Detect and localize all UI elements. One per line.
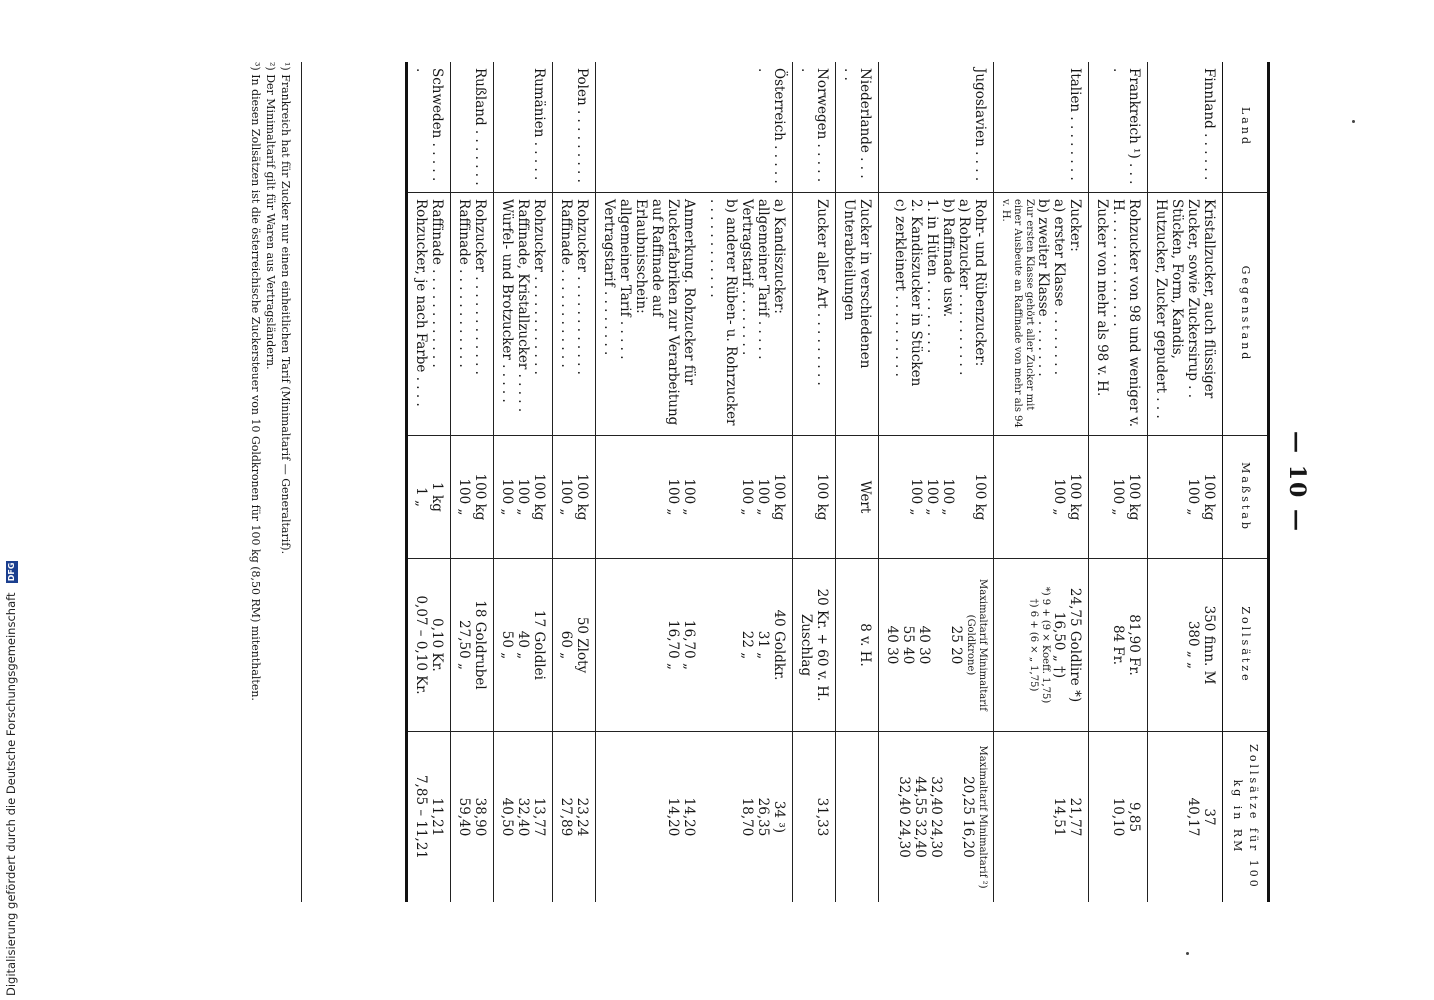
cell-massstab-text: 100 kg 100 „	[1051, 473, 1083, 521]
cell-land	[494, 62, 553, 193]
table-row	[553, 62, 596, 902]
cell-land	[407, 62, 451, 193]
cell-zollsatz-rm	[702, 732, 793, 903]
cell-zollsatz-text: 8 v. H.	[857, 623, 873, 667]
cell-gegenstand	[407, 193, 451, 436]
cell-massstab-text: 100 kg	[814, 473, 830, 521]
cell-gegenstand	[836, 193, 879, 436]
cell-zollsatz	[407, 559, 451, 732]
cell-land-text: Jugoslavien . . . .	[972, 68, 988, 182]
cell-massstab-text: 100 kg 100 „ 100 „	[739, 473, 787, 521]
cell-zollsatz-rm	[836, 732, 879, 903]
cell-gegenstand	[596, 193, 703, 436]
footnote: ¹) Frankreich hat für Zucker nur einen einheitlichen Tarif (Minimaltarif — Generaltarif).	[279, 62, 292, 555]
table-row	[702, 62, 793, 902]
cell-massstab	[596, 436, 703, 559]
cell-zollsatz-text: 17 Goldlei 40 „ 50 „	[499, 610, 547, 680]
cell-land	[836, 62, 879, 193]
cell-gegenstand-text: Rohzucker . . . . . . . . . . . . Raffinade . . . . . . . . . . . .	[456, 199, 488, 375]
table-row	[879, 62, 994, 902]
cell-massstab	[1089, 436, 1148, 559]
cell-zollsatz	[451, 559, 494, 732]
cell-zollsatz-rm-text: 14,20 14,20	[665, 797, 697, 837]
table-row	[451, 62, 494, 902]
table-row	[1148, 62, 1223, 902]
cell-land-text: Finnland . . . . . .	[1201, 68, 1217, 181]
cell-land-text: Polen . . . . . . . . .	[574, 68, 590, 183]
cell-zollsatz-rm	[879, 732, 994, 903]
cell-zollsatz-rm-text: 31,33	[814, 797, 830, 837]
table-row	[1089, 62, 1148, 902]
header-land: Land	[1223, 62, 1269, 193]
cell-massstab	[836, 436, 879, 559]
footnote: ²) Der Minimaltarif gilt für Waren aus Vertragsländern.	[264, 62, 277, 370]
cell-zollsatz-rm	[994, 732, 1089, 903]
cell-gegenstand	[494, 193, 553, 436]
cell-massstab	[407, 436, 451, 559]
header-gegenstand: Gegenstand	[1223, 193, 1269, 436]
cell-massstab-text: 1 kg 1 „	[413, 482, 445, 512]
cell-zollsatz-text: 18 Goldrubel 27,50 „	[456, 600, 488, 690]
cell-zollsatz	[553, 559, 596, 732]
cell-land	[793, 62, 836, 193]
cell-land-text: Österreich . . . . . .	[755, 68, 787, 184]
cell-zollsatz-rm-text: 21,77 14,51	[1051, 797, 1083, 837]
zollsatz-note: *) 9 + (9 × Koeff. 1,75) †) 6 + (6 × „ 1,75)	[1028, 586, 1051, 704]
cell-massstab-text: 100 kg 100 „ 100 „ 100 „	[908, 473, 988, 521]
cell-gegenstand-text: Raffinade . . . . . . . . . . . . Rohzucker, je nach Farbe . . . .	[413, 199, 445, 407]
cell-massstab	[702, 436, 793, 559]
cell-zollsatz	[879, 559, 994, 732]
cell-gegenstand	[1089, 193, 1148, 436]
cell-gegenstand-text: Rohr- und Rübenzucker: a) Rohzucker . . . . . . . . . . b) Raffinade usw. 1. in Hüten . . . . . . . . . 2. Kandiszucker in Stücken c) zerkleinert . . . . . . . . . .	[892, 199, 988, 387]
cell-zollsatz-rm	[793, 732, 836, 903]
cell-zollsatz-rm	[407, 732, 451, 903]
cell-zollsatz-text: 25 20 40 30 55 40 40 30	[884, 625, 964, 665]
cell-massstab	[793, 436, 836, 559]
credit-text: Digitalisierung gefördert durch die Deutsche Forschungsgemeinschaft	[4, 592, 18, 996]
header-massstab: Maßstab	[1223, 436, 1269, 559]
cell-gegenstand	[994, 193, 1089, 436]
cell-zollsatz-rm-text: 37 40,17	[1185, 797, 1217, 837]
cell-gegenstand	[879, 193, 994, 436]
cell-zollsatz-text: 350 finn. M 380 „ „	[1185, 605, 1217, 685]
page-number: — 10 —	[1284, 431, 1310, 533]
cell-land	[1089, 62, 1148, 193]
cell-land	[994, 62, 1089, 193]
cell-zollsatz	[702, 559, 793, 732]
cell-zollsatz-rm	[451, 732, 494, 903]
cell-land-text: Norwegen . . . . . .	[798, 68, 830, 183]
cell-gegenstand	[702, 193, 793, 436]
cell-zollsatz-rm-text: 13,77 32,40 40,50	[499, 797, 547, 837]
cell-zollsatz-text: 40 Goldkr. 31 „ 22 „	[739, 609, 787, 681]
cell-massstab-text: 100 kg 100 „	[456, 473, 488, 521]
gegenstand-note: Zur ersten Klasse gehört aller Zucker mit einer Ausbeute an Raffinade von mehr als 94 v. H.	[1000, 199, 1035, 428]
cell-gegenstand-text: Zucker aller Art . . . . . . . . .	[814, 199, 830, 386]
cell-zollsatz-rm	[596, 732, 703, 903]
footnotes	[248, 62, 302, 902]
cell-gegenstand-text: Rohzucker . . . . . . . . . . . . Raffinade . . . . . . . . . . . .	[558, 199, 590, 375]
cell-zollsatz-text: 81,90 Fr. 84 Fr.	[1110, 614, 1142, 676]
cell-massstab-text: 100 kg 100 „	[1110, 473, 1142, 521]
cell-zollsatz	[836, 559, 879, 732]
table-row	[494, 62, 553, 902]
cell-land-text: Schweden . . . . . .	[413, 68, 445, 182]
cell-land-text: Rumänien . . . . .	[531, 68, 547, 181]
cell-zollsatz-text: 24,75 Goldlire *) 16,50 „ †)	[1051, 587, 1083, 703]
table-row	[407, 62, 451, 902]
cell-land-text: Niederlande . . . . .	[841, 68, 873, 179]
cell-land-text: Italien . . . . . . . .	[1067, 68, 1083, 181]
cell-zollsatz-rm-text: 38,90 59,40	[456, 797, 488, 837]
dfg-logo-icon: DFG	[6, 562, 16, 582]
cell-land	[879, 62, 994, 193]
cell-gegenstand-text: Rohzucker von 98 und weniger v. H. . . . . . . . . . . . . . Zucker von mehr als 98 v. H.	[1094, 199, 1142, 428]
cell-zollsatz-rm	[494, 732, 553, 903]
cell-land-text: Rußland . . . . . . .	[472, 68, 488, 186]
cell-zollsatz	[793, 559, 836, 732]
table-row	[793, 62, 836, 902]
cell-zollsatz-rm-text: 34 ³) 26,35 18,70	[739, 797, 787, 837]
cell-gegenstand-text: Anmerkung. Rohzucker für Zuckerfabriken zur Verarbeitung auf Raffinade auf Erlaubnisschein: allgemeiner Tarif . . . . . Vertragstarif . . . . . . . .	[601, 199, 697, 426]
cell-massstab	[451, 436, 494, 559]
cell-zollsatz-text: 16,70 „ 16,70 „	[665, 620, 697, 670]
cell-land	[1148, 62, 1223, 193]
cell-zollsatz-rm-text: 9,85 10,10	[1110, 797, 1142, 837]
table-row	[994, 62, 1089, 902]
cell-zollsatz	[1089, 559, 1148, 732]
cell-massstab-text: 100 kg 100 „	[558, 473, 590, 521]
table-row	[596, 62, 703, 902]
cell-gegenstand-text: Zucker: a) erster Klasse . . . . . . . . b) zweiter Klasse . . . . . . .	[1035, 199, 1083, 377]
cell-zollsatz-rm	[553, 732, 596, 903]
cell-massstab	[1148, 436, 1223, 559]
footnote: ³) In diesen Zollsätzen ist die österreichische Zuckersteuer von 10 Goldkronen für 100 kg (8,50 RM) mitenthalten.	[249, 62, 262, 701]
digitization-credit	[4, 0, 18, 996]
cell-gegenstand-text: Kristallzucker, auch flüssiger Zucker, sowie Zuckersirup . . Stücken, Form, Kandis, Hutzucker, Zucker gepudert . . .	[1153, 199, 1217, 419]
cell-massstab	[994, 436, 1089, 559]
cell-massstab-text: 100 „ 100 „	[665, 478, 697, 516]
cell-gegenstand-text: Rohzucker . . . . . . . . . . . . Raffinade, Kristallzucker . . . . . Würfel- und Brotzucker . . . . .	[499, 199, 547, 413]
table-header-row	[1223, 62, 1269, 902]
cell-gegenstand-text: a) Kandiszucker: allgemeiner Tarif . . . . . Vertragstarif . . . . . . . . b) anderer Rüben- u. Rohrzucker . . . . . . . . . . . .	[707, 199, 787, 426]
cell-land	[596, 62, 703, 193]
cell-massstab-text: 100 kg 100 „ 100 „	[499, 473, 547, 521]
cell-zollsatz-rm-text: 11,21 7,85 – 11,21	[413, 774, 445, 860]
table-row	[836, 62, 879, 902]
header-zollsaetze: Zollsätze	[1223, 559, 1269, 732]
cell-zollsatz-text: 20 Kr. + 60 v. H. Zuschlag	[798, 588, 830, 702]
cell-massstab-text: 100 kg 100 „	[1185, 473, 1217, 521]
cell-zollsatz-rm-text: 23,24 27,89	[558, 797, 590, 837]
cell-zollsatz	[494, 559, 553, 732]
tarif-subheader: Maximaltarif Minimaltarif (Goldkrone)	[965, 579, 988, 711]
cell-zollsatz-rm	[1089, 732, 1148, 903]
cell-zollsatz-rm-text: 20,25 16,20 32,40 24,30 44,55 32,40 32,40 24,30	[896, 776, 976, 858]
cell-massstab-text: Wert	[857, 480, 873, 514]
rotated-document	[200, 62, 1310, 902]
cell-gegenstand	[793, 193, 836, 436]
header-zollsaetze-rm: Zollsätze für 100 kg in RM	[1223, 732, 1269, 903]
cell-zollsatz	[1148, 559, 1223, 732]
cell-zollsatz-text: 50 Zloty 60 „	[558, 616, 590, 674]
cell-massstab	[553, 436, 596, 559]
cell-zollsatz	[596, 559, 703, 732]
scan-speck	[1186, 952, 1189, 955]
tarif-subheader: Maximaltarif Minimaltarif ²)	[977, 745, 988, 889]
cell-zollsatz-rm	[1148, 732, 1223, 903]
cell-massstab	[879, 436, 994, 559]
cell-gegenstand	[451, 193, 494, 436]
cell-gegenstand	[1148, 193, 1223, 436]
cell-massstab	[494, 436, 553, 559]
cell-zollsatz-text: 0,10 Kr. 0,07 – 0,10 Kr.	[413, 595, 445, 695]
cell-zollsatz	[994, 559, 1089, 732]
cell-land	[553, 62, 596, 193]
cell-land	[702, 62, 793, 193]
cell-land	[451, 62, 494, 193]
cell-land-text: Frankreich ¹) . . . .	[1110, 68, 1142, 185]
cell-gegenstand	[553, 193, 596, 436]
cell-gegenstand-text: Zucker in verschiedenen Unterabteilungen	[841, 199, 873, 369]
tariff-table	[405, 62, 1270, 902]
scan-speck	[1352, 120, 1355, 123]
